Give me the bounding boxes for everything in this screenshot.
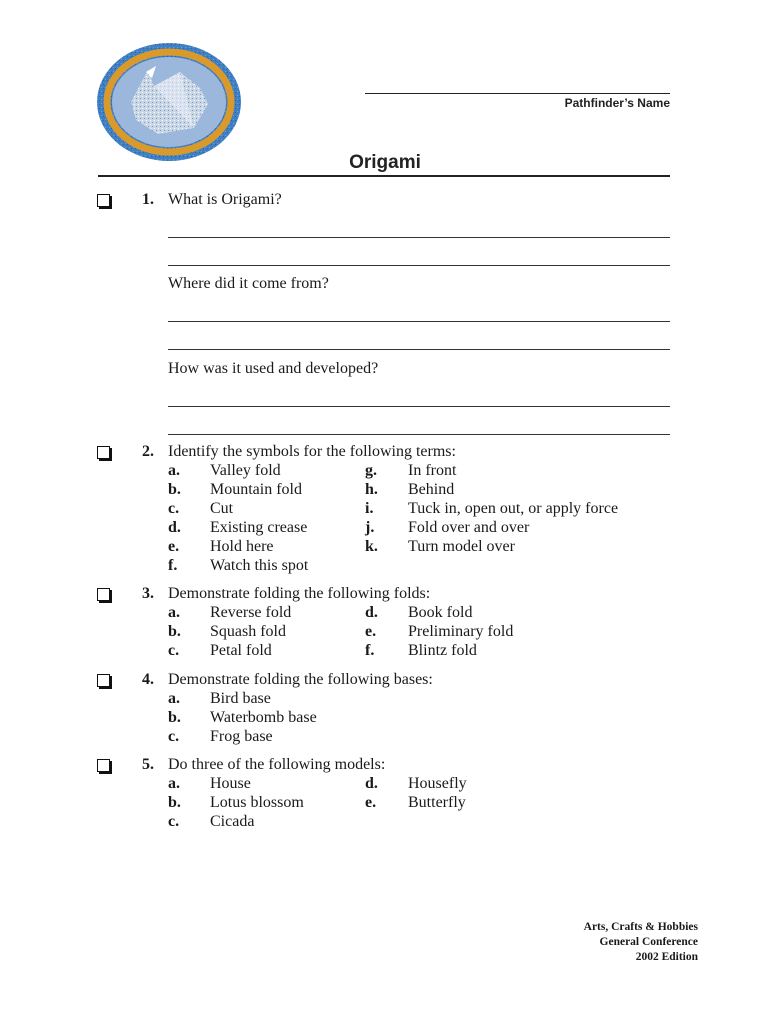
term-label: Mountain fold — [210, 481, 302, 498]
term-label: Blintz fold — [408, 642, 477, 659]
item-1-number: 1. — [142, 191, 154, 208]
term-letter: f. — [365, 642, 375, 659]
term-letter: g. — [365, 462, 377, 479]
term-label: Hold here — [210, 538, 274, 555]
item-4-prompt: Demonstrate folding the following bases: — [168, 671, 433, 688]
item-2-prompt: Identify the symbols for the following terms: — [168, 443, 456, 460]
term-label: Squash fold — [210, 623, 286, 640]
term-letter: e. — [365, 794, 377, 811]
item-3-number: 3. — [142, 585, 154, 602]
term-letter: d. — [168, 519, 181, 536]
term-letter: i. — [365, 500, 374, 517]
term-letter: k. — [365, 538, 378, 555]
term-label: Cicada — [210, 813, 255, 830]
term-label: Lotus blossom — [210, 794, 304, 811]
origami-badge-emblem — [96, 42, 242, 162]
term-letter: c. — [168, 642, 180, 659]
item-5-prompt: Do three of the following models: — [168, 756, 386, 773]
item-3-prompt: Demonstrate folding the following folds: — [168, 585, 431, 602]
pathfinder-name-line[interactable] — [365, 93, 670, 94]
term-letter: a. — [168, 775, 180, 792]
answer-line[interactable] — [168, 349, 670, 350]
term-letter: c. — [168, 728, 180, 745]
term-label: Watch this spot — [210, 557, 309, 574]
term-letter: j. — [365, 519, 375, 536]
item-4-checkbox[interactable] — [97, 674, 110, 687]
term-label: House — [210, 775, 251, 792]
term-letter: d. — [365, 775, 378, 792]
term-letter: c. — [168, 813, 180, 830]
term-label: Preliminary fold — [408, 623, 514, 640]
footer-edition: 2002 Edition — [635, 951, 698, 963]
item-1-prompt: What is Origami? — [168, 191, 282, 208]
answer-line[interactable] — [168, 237, 670, 238]
answer-line[interactable] — [168, 321, 670, 322]
term-letter: f. — [168, 557, 178, 574]
term-label: Fold over and over — [408, 519, 530, 536]
item-4-number: 4. — [142, 671, 154, 688]
item-3-checkbox[interactable] — [97, 588, 110, 601]
term-letter: h. — [365, 481, 378, 498]
term-label: Frog base — [210, 728, 273, 745]
pathfinder-name-label: Pathfinder’s Name — [564, 96, 670, 110]
term-label: Bird base — [210, 690, 271, 707]
term-label: Housefly — [408, 775, 467, 792]
term-label: Petal fold — [210, 642, 272, 659]
term-letter: a. — [168, 604, 180, 621]
term-letter: e. — [168, 538, 180, 555]
item-2-checkbox[interactable] — [97, 446, 110, 459]
item-1-subquestion-origin: Where did it come from? — [168, 275, 329, 292]
answer-line[interactable] — [168, 434, 670, 435]
page-title: Origami — [349, 152, 421, 173]
term-label: Butterfly — [408, 794, 466, 811]
term-label: Reverse fold — [210, 604, 292, 621]
item-5-number: 5. — [142, 756, 154, 773]
answer-line[interactable] — [168, 406, 670, 407]
footer-edition-info — [584, 920, 698, 965]
term-letter: e. — [365, 623, 377, 640]
term-label: Behind — [408, 481, 455, 498]
title-rule — [98, 175, 670, 177]
term-label: Turn model over — [408, 538, 515, 555]
term-label: Cut — [210, 500, 234, 517]
term-letter: b. — [168, 794, 181, 811]
item-5-checkbox[interactable] — [97, 759, 110, 772]
term-letter: b. — [168, 481, 181, 498]
term-letter: b. — [168, 709, 181, 726]
term-letter: b. — [168, 623, 181, 640]
term-letter: d. — [365, 604, 378, 621]
answer-line[interactable] — [168, 265, 670, 266]
term-label: Tuck in, open out, or apply force — [408, 500, 619, 517]
term-label: In front — [408, 462, 457, 479]
footer-organization: General Conference — [599, 936, 698, 948]
term-letter: a. — [168, 462, 180, 479]
footer-category: Arts, Crafts & Hobbies — [583, 921, 698, 933]
item-1-checkbox[interactable] — [97, 194, 110, 207]
term-letter: a. — [168, 690, 180, 707]
term-label: Existing crease — [210, 519, 308, 536]
item-2-number: 2. — [142, 443, 154, 460]
term-label: Book fold — [408, 604, 473, 621]
term-letter: c. — [168, 500, 180, 517]
term-label: Valley fold — [210, 462, 281, 479]
item-1-subquestion-usage: How was it used and developed? — [168, 360, 379, 377]
term-label: Waterbomb base — [210, 709, 317, 726]
